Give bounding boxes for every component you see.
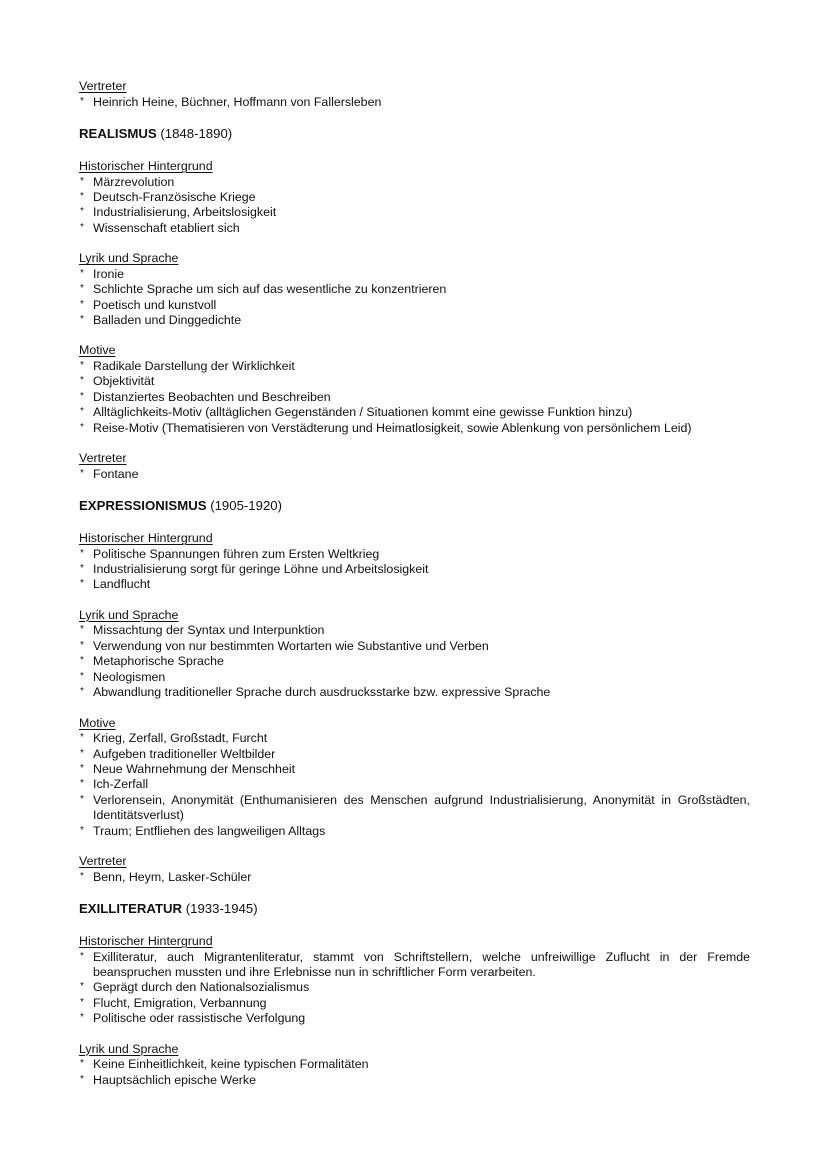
spacer (79, 328, 750, 343)
bullet-list (79, 870, 750, 885)
list-item: * Neue Wahrnehmung der Menschheit (79, 762, 750, 777)
block-heading: Lyrik und Sprache (79, 251, 179, 266)
bullet-list (79, 1057, 750, 1088)
block-heading: Lyrik und Sprache (79, 607, 179, 622)
content-block (79, 716, 750, 839)
block-heading: Motive (79, 343, 116, 358)
content-block (79, 608, 750, 701)
content-block (79, 251, 750, 328)
list-item: * Hauptsächlich epische Werke (79, 1073, 750, 1088)
list-item: * Heinrich Heine, Büchner, Hoffmann von Fallersleben (79, 95, 750, 110)
spacer (79, 839, 750, 854)
list-item: * Märzrevolution (79, 175, 750, 190)
section-name: REALISMUS (79, 126, 157, 141)
content-block (79, 451, 750, 482)
list-item: * Industrialisierung sorgt für geringe Löhne und Arbeitslosigkeit (79, 562, 750, 577)
spacer (79, 436, 750, 451)
list-item: * Flucht, Emigration, Verbannung (79, 996, 750, 1011)
block-heading: Vertreter (79, 451, 127, 466)
bullet-list (79, 175, 750, 237)
list-item: * Benn, Heym, Lasker-Schüler (79, 870, 750, 885)
section-name: EXILLITERATUR (79, 900, 183, 916)
list-item: * Politische Spannungen führen zum Ersten Weltkrieg (79, 547, 750, 562)
sections (79, 125, 750, 1088)
list-item: * Balladen und Dinggedichte (79, 313, 750, 328)
bullet-list (79, 467, 750, 482)
list-item: * Reise-Motiv (Thematisieren von Verstädterung und Heimatlosigkeit, sowie Ablenkung von persönlichem Leid) (79, 421, 750, 436)
spacer (79, 1027, 750, 1042)
bullet-list (79, 95, 750, 110)
list-item: * Neologismen (79, 670, 750, 685)
bullet-list (79, 623, 750, 700)
block-heading: Historischer Hintergrund (79, 933, 213, 948)
list-item: * Keine Einheitlichkeit, keine typischen Formalitäten (79, 1057, 750, 1072)
list-item: * Ich-Zerfall (79, 777, 750, 792)
list-item: * Abwandlung traditioneller Sprache durch ausdrucksstarke bzw. expressive Sprache (79, 685, 750, 700)
block-heading: Historischer Hintergrund (79, 531, 213, 546)
section-expressionismus (79, 497, 750, 885)
bullet-list (79, 267, 750, 329)
block-heading: Vertreter (79, 79, 127, 93)
list-item: * Krieg, Zerfall, Großstadt, Furcht (79, 731, 750, 746)
list-item: * Traum; Entfliehen des langweiligen Alltags (79, 824, 750, 839)
section-title (79, 125, 750, 143)
bullet-list (79, 950, 750, 1027)
list-item: * Objektivität (79, 374, 750, 389)
list-item: * Verlorensein, Anonymität (Enthumanisieren des Menschen aufgrund Industrialisierung, Anonymität in Großstädten, Identitätsverlust) (79, 793, 750, 824)
list-item: * Landflucht (79, 577, 750, 592)
list-item: * Distanziertes Beobachten und Beschreiben (79, 390, 750, 405)
section-title (79, 497, 750, 515)
list-item: * Geprägt durch den Nationalsozialismus (79, 980, 750, 995)
bullet-list (79, 359, 750, 436)
section-title (79, 900, 750, 918)
section-exilliteratur (79, 900, 750, 1088)
spacer (79, 593, 750, 608)
block-heading: Historischer Hintergrund (79, 159, 213, 173)
list-item: * Fontane (79, 467, 750, 482)
list-item: * Industrialisierung, Arbeitslosigkeit (79, 205, 750, 220)
content-block (79, 159, 750, 236)
section-realismus (79, 125, 750, 482)
content-block (79, 343, 750, 436)
block-heading: Vertreter (79, 853, 127, 868)
bullet-list (79, 547, 750, 593)
list-item: * Metaphorische Sprache (79, 654, 750, 669)
top-vertreter-block (79, 79, 750, 110)
content-block (79, 934, 750, 1027)
spacer (79, 236, 750, 251)
list-item: * Missachtung der Syntax und Interpunktion (79, 623, 750, 638)
section-name: EXPRESSIONISMUS (79, 498, 207, 514)
content-block (79, 854, 750, 885)
block-heading: Lyrik und Sprache (79, 1041, 179, 1056)
list-item: * Radikale Darstellung der Wirklichkeit (79, 359, 750, 374)
spacer (79, 701, 750, 716)
list-item: * Politische oder rassistische Verfolgung (79, 1011, 750, 1026)
block-heading: Motive (79, 715, 116, 730)
list-item: * Deutsch-Französische Kriege (79, 190, 750, 205)
section-period: (1848-1890) (160, 126, 233, 141)
content-block (79, 531, 750, 593)
section-period: (1905-1920) (210, 498, 283, 514)
list-item: * Aufgeben traditioneller Weltbilder (79, 747, 750, 762)
list-item: * Exilliteratur, auch Migrantenliteratur, stammt von Schriftstellern, welche unfreiwillige Zuflucht in der Fremde beanspruchen mussten und ihre Erlebnisse nun in schriftlicher Form verarbeiten. (79, 950, 750, 981)
list-item: * Ironie (79, 267, 750, 282)
bullet-list (79, 731, 750, 839)
list-item: * Verwendung von nur bestimmten Wortarten wie Substantive und Verben (79, 639, 750, 654)
list-item: * Poetisch und kunstvoll (79, 298, 750, 313)
list-item: * Alltäglichkeits-Motiv (alltäglichen Gegenständen / Situationen kommt eine gewisse Funktion hinzu) (79, 405, 750, 420)
content-block (79, 1042, 750, 1088)
section-period: (1933-1945) (185, 900, 258, 916)
list-item: * Schlichte Sprache um sich auf das wesentliche zu konzentrieren (79, 282, 750, 297)
list-item: * Wissenschaft etabliert sich (79, 221, 750, 236)
